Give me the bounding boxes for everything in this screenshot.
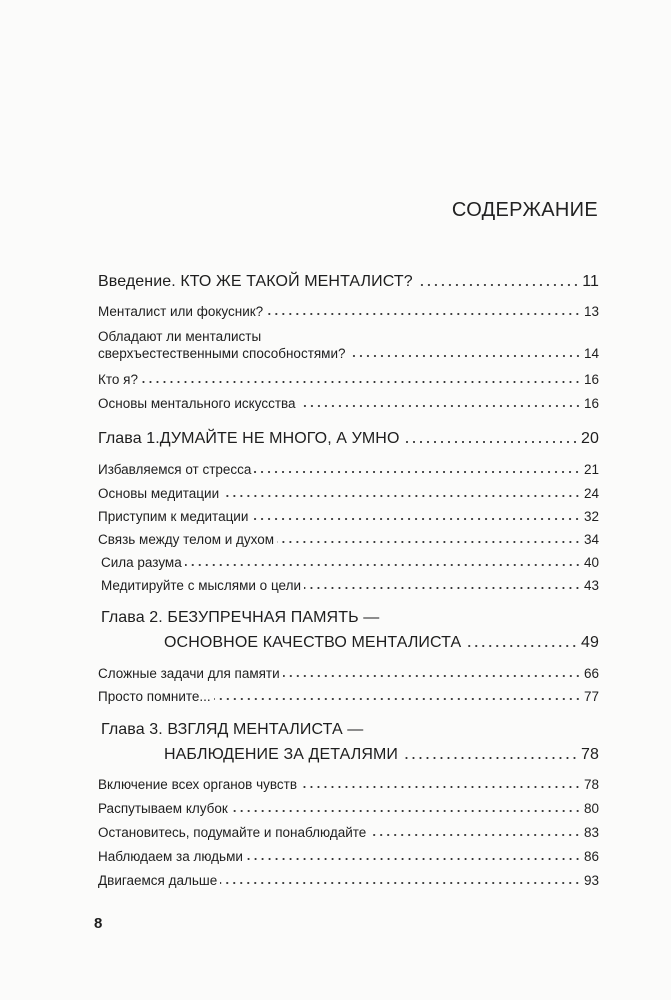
subsection-title: Остановитесь, подумайте и понаблюдайте <box>98 825 367 840</box>
subsection-title: Приступим к медитации <box>98 509 249 524</box>
subsection-title: Включение всех органов чувств <box>98 777 297 792</box>
dot-leader <box>220 882 581 884</box>
page-ref: 14 <box>583 346 599 361</box>
subsection-title: Избавляемся от стресса <box>98 462 252 477</box>
dot-leader <box>246 858 581 860</box>
chapter-title: Введение. КТО ЖЕ ТАКОЙ МЕНТАЛИСТ? <box>98 273 413 290</box>
toc-subsection-entry[interactable] <box>101 578 599 593</box>
subsection-title: Просто помните... <box>98 689 211 704</box>
toc-subsection-entry[interactable] <box>98 689 599 704</box>
toc-subsection-entry[interactable] <box>98 777 599 792</box>
toc-subsection-entry[interactable] <box>98 849 599 864</box>
dot-leader <box>141 381 581 383</box>
chapter-title-line1: Глава 3. ВЗГЛЯД МЕНТАЛИСТА — <box>101 721 364 738</box>
page-ref: 78 <box>581 746 599 763</box>
page-ref: 11 <box>582 273 599 290</box>
dot-leader <box>464 645 578 647</box>
toc-chapter-entry[interactable] <box>164 634 599 652</box>
dot-leader <box>277 541 581 543</box>
subsection-title: Менталист или фокусник? <box>98 304 264 319</box>
dot-leader <box>401 757 578 759</box>
page-ref: 77 <box>583 689 599 704</box>
page-ref: 43 <box>583 578 599 593</box>
dot-leader <box>349 355 581 357</box>
page-ref: 83 <box>583 825 599 840</box>
dot-leader <box>369 834 581 836</box>
toc-subsection-entry[interactable] <box>98 304 599 319</box>
page-title: СОДЕРЖАНИЕ <box>451 199 598 221</box>
page-ref: 21 <box>583 462 599 477</box>
toc-subsection-entry[interactable] <box>98 666 599 681</box>
dot-leader <box>251 518 581 520</box>
page-ref: 13 <box>583 304 599 319</box>
dot-leader <box>254 471 581 473</box>
dot-leader <box>283 675 581 677</box>
page-number: 8 <box>94 915 103 932</box>
page-ref: 49 <box>581 634 599 651</box>
toc-subsection-entry[interactable] <box>98 532 599 547</box>
dot-leader <box>299 405 581 407</box>
dot-leader <box>185 564 581 566</box>
page-ref: 16 <box>583 396 599 411</box>
subsection-title: Двигаемся дальше <box>98 873 218 888</box>
dot-leader <box>231 810 581 812</box>
subsection-title: сверхъестественными способностями? <box>98 346 346 361</box>
subsection-title: Сложные задачи для памяти <box>98 666 280 681</box>
subsection-title: Сила разума <box>101 555 182 570</box>
page-ref: 66 <box>583 666 599 681</box>
dot-leader <box>266 313 581 315</box>
chapter-title-line1: Глава 2. БЕЗУПРЕЧНАЯ ПАМЯТЬ — <box>101 609 380 626</box>
subsection-title: Связь между телом и духом <box>98 532 275 547</box>
subsection-title-line1: Обладают ли менталисты <box>98 329 262 344</box>
page-ref: 32 <box>583 509 599 524</box>
toc-subsection-entry[interactable] <box>98 486 599 501</box>
toc-chapter-entry[interactable] <box>164 746 599 764</box>
toc-chapter-entry[interactable] <box>98 273 599 291</box>
page-ref: 86 <box>583 849 599 864</box>
subsection-title: Распутываем клубок <box>98 801 228 816</box>
toc-subsection-entry[interactable] <box>98 346 599 361</box>
page-ref: 34 <box>583 532 599 547</box>
subsection-title: Наблюдаем за людьми <box>98 849 243 864</box>
toc-subsection-entry[interactable] <box>98 801 599 816</box>
toc-subsection-entry[interactable] <box>101 555 599 570</box>
chapter-title: НАБЛЮДЕНИЕ ЗА ДЕТАЛЯМИ <box>164 746 399 763</box>
dot-leader <box>304 587 581 589</box>
dot-leader <box>300 786 581 788</box>
dot-leader <box>222 495 581 497</box>
subsection-title: Кто я? <box>98 372 138 387</box>
page-ref: 20 <box>581 430 599 447</box>
toc-subsection-entry[interactable] <box>98 825 599 840</box>
dot-leader <box>214 698 581 700</box>
toc-subsection-entry[interactable] <box>98 873 599 888</box>
toc-subsection-entry[interactable] <box>98 396 599 411</box>
page-ref: 93 <box>583 873 599 888</box>
dot-leader <box>403 441 579 443</box>
chapter-title: ОСНОВНОЕ КАЧЕСТВО МЕНТАЛИСТА <box>164 634 462 651</box>
page-ref: 24 <box>583 486 599 501</box>
dot-leader <box>416 284 579 286</box>
page-ref: 80 <box>583 801 599 816</box>
page-ref: 16 <box>583 372 599 387</box>
toc-subsection-entry[interactable] <box>98 372 599 387</box>
chapter-title: Глава 1.ДУМАЙТЕ НЕ МНОГО, А УМНО <box>98 430 400 447</box>
subsection-title: Основы ментального искусства <box>98 396 296 411</box>
page-ref: 40 <box>583 555 599 570</box>
toc-subsection-entry[interactable] <box>98 462 599 477</box>
toc-chapter-entry[interactable] <box>98 430 599 448</box>
subsection-title: Основы медитации <box>98 486 220 501</box>
page-ref: 78 <box>583 777 599 792</box>
toc-subsection-entry[interactable] <box>98 509 599 524</box>
subsection-title: Медитируйте с мыслями о цели <box>101 578 302 593</box>
